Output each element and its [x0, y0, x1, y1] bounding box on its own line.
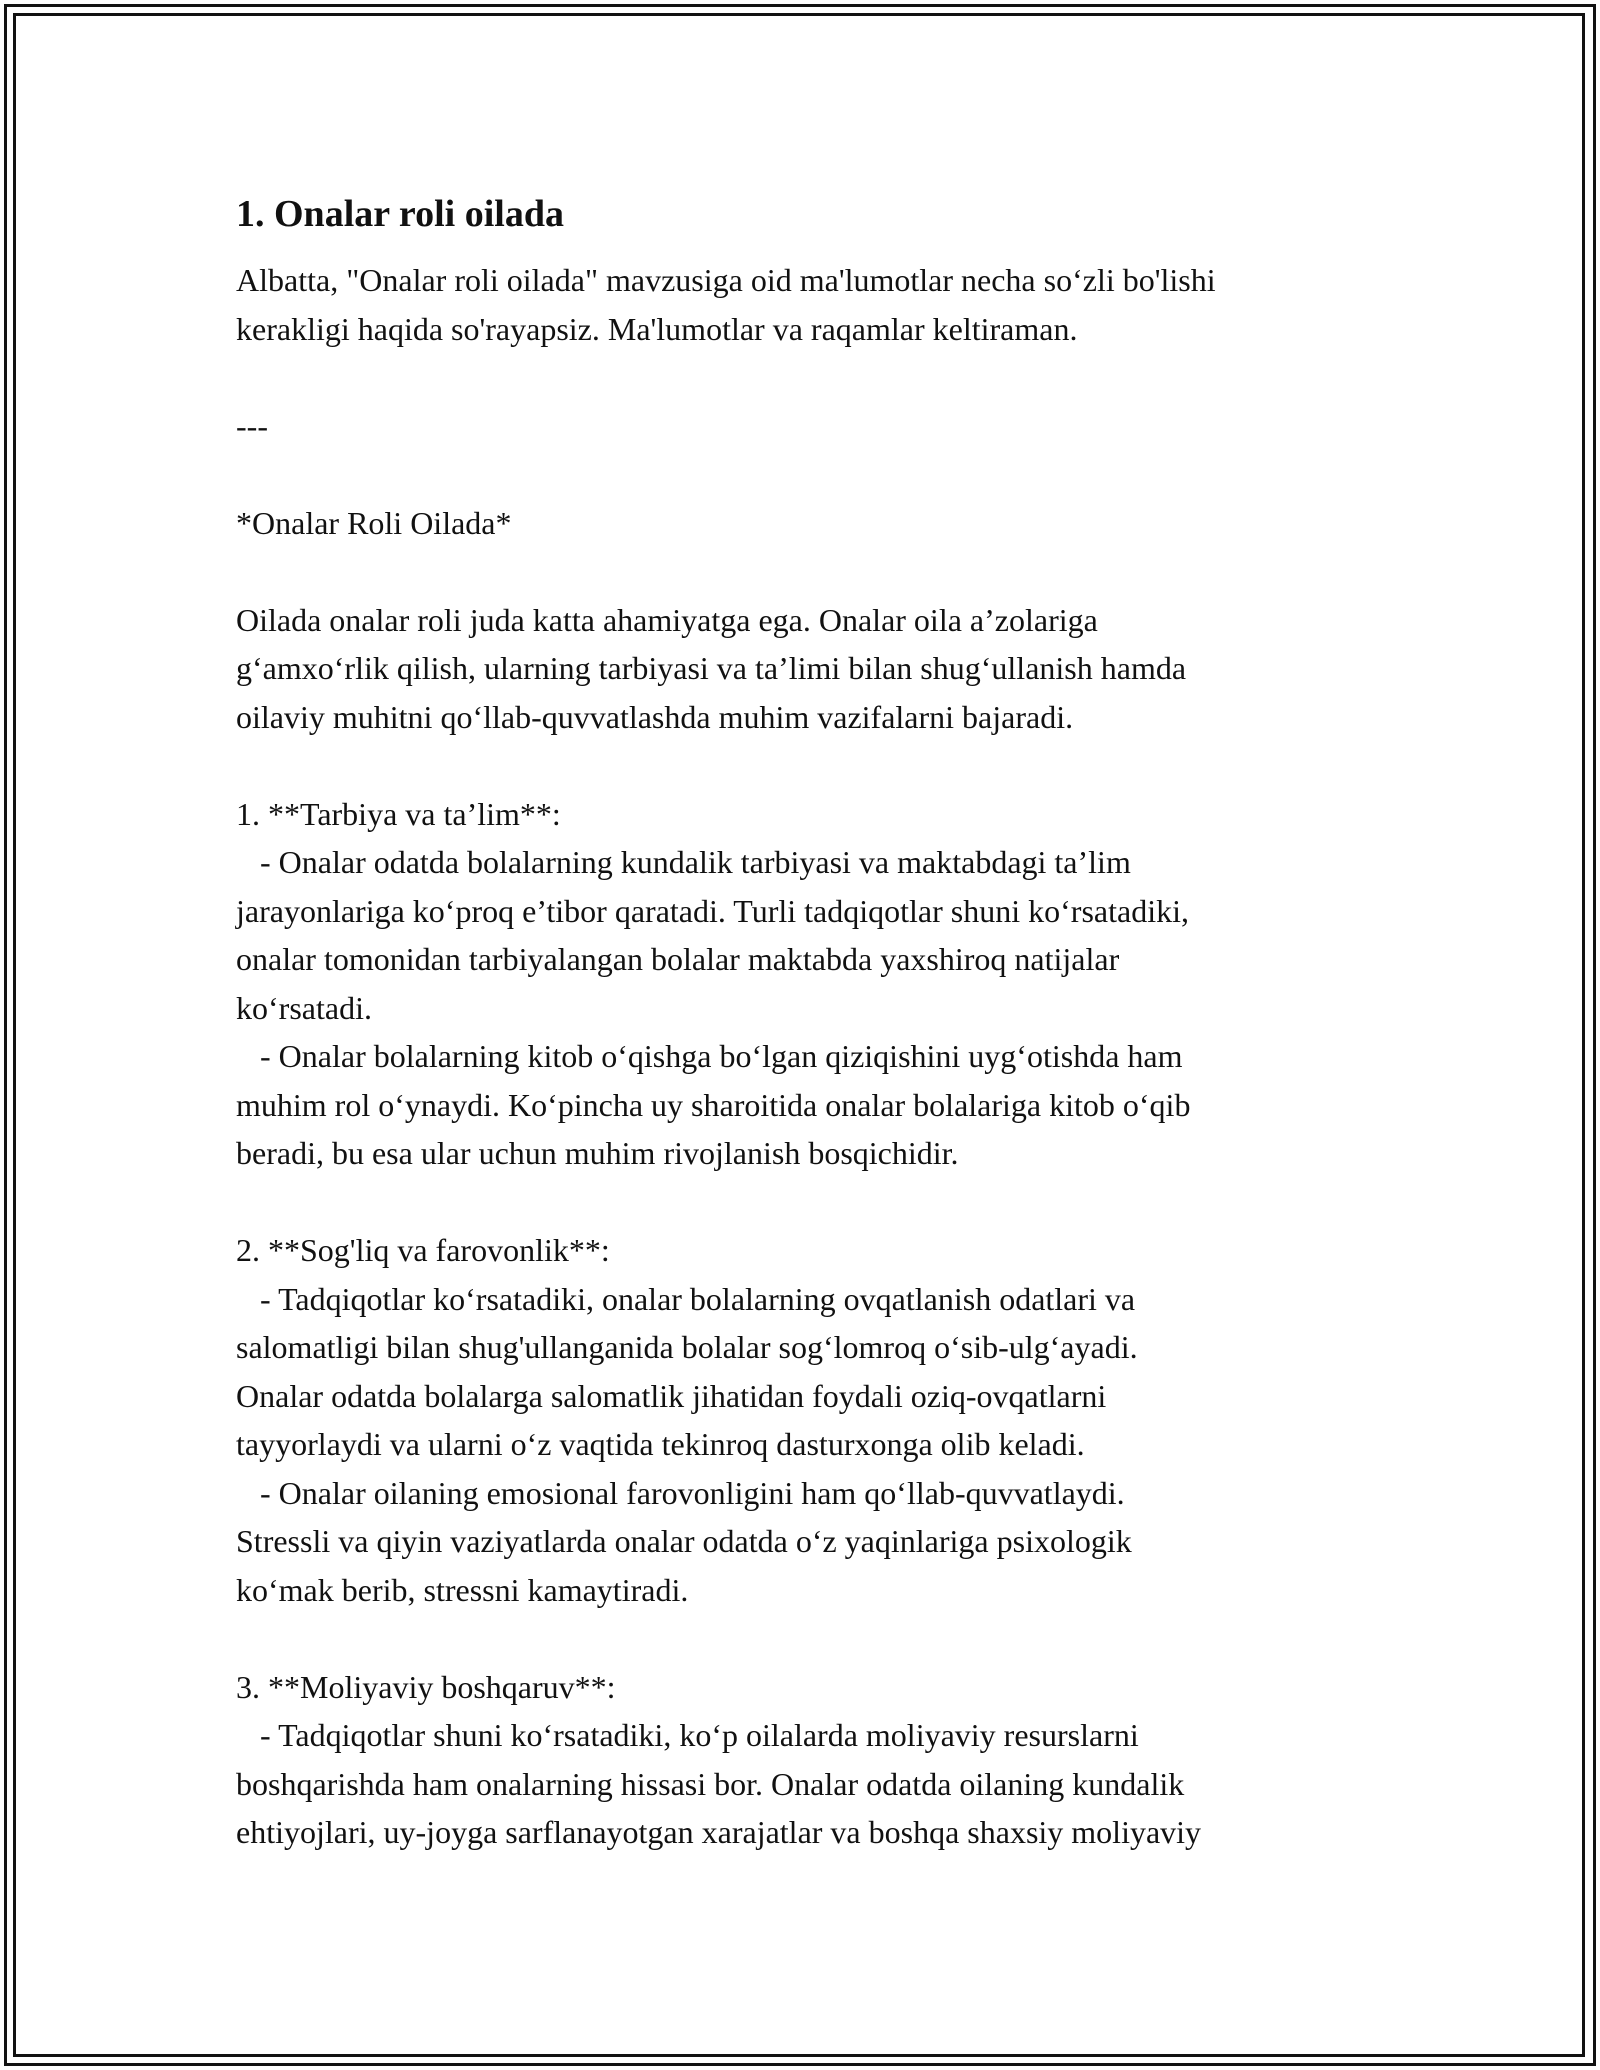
- page-heading: 1. Onalar roli oilada: [236, 193, 564, 235]
- subtitle-line: *Onalar Roli Oilada*: [236, 504, 512, 541]
- spacer: [236, 450, 1386, 499]
- section-sogliq: 2. **Sog'liq va farovonlik**: - Tadqiqotlar ko‘rsatadiki, onalar bolalarning ovqatlanish odatlari va salomatligi bilan shug'ullanganida bolalar sog‘lomroq o‘sib-ulg‘ayadi. Onalar odatda bolalarga salomatlik jihatidan foydali oziq-ovqatlarni tayyorlaydi va ularni o‘z vaqtida tekinroq dasturxonga olib keladi. - Onalar oilaning emosional farovonligini ham qo‘llab-quvvatlaydi. Stressli va qiyin vaziyatlarda onalar odatda o‘z yaqinlariga psixologik ko‘mak berib, stressni kamaytiradi.: [236, 1232, 1138, 1608]
- spacer: [236, 547, 1386, 596]
- spacer: [236, 353, 1386, 402]
- spacer: [236, 1178, 1386, 1227]
- spacer: [236, 1614, 1386, 1663]
- overview-paragraph: Oilada onalar roli juda katta ahamiyatga ega. Onalar oila a’zolariga g‘amxo‘rlik qilish, ularning tarbiyasi va ta’limi bilan shug‘ullanish hamda oilaviy muhitni qo‘llab-quvvatlashda muhim vazifalarni bajaradi.: [236, 601, 1187, 735]
- section-moliyaviy: 3. **Moliyaviy boshqaruv**: - Tadqiqotlar shuni ko‘rsatadiki, ko‘p oilalarda moliyaviy resurslarni boshqarishda ham onalarning hissasi bor. Onalar odatda oilaning kundalik ehtiyojlari, uy-joyga sarflanayotgan xarajatlar va boshqa shaxsiy moliyaviy: [236, 1668, 1202, 1850]
- separator-line: ---: [236, 407, 268, 444]
- document-body: [236, 186, 1386, 1857]
- intro-paragraph: Albatta, "Onalar roli oilada" mavzusiga oid ma'lumotlar necha so‘zli bo'lishi kerakligi haqida so'rayapsiz. Ma'lumotlar va raqamlar keltiraman.: [236, 262, 1216, 347]
- section-tarbiya: 1. **Tarbiya va ta’lim**: - Onalar odatda bolalarning kundalik tarbiyasi va maktabdagi ta’lim jarayonlariga ko‘proq e’tibor qaratadi. Turli tadqiqotlar shuni ko‘rsatadiki, onalar tomonidan tarbiyalangan bolalar maktabda yaxshiroq natijalar ko‘rsatadi. - Onalar bolalarning kitob o‘qishga bo‘lgan qiziqishini uyg‘otishda ham muhim rol o‘ynaydi. Ko‘pincha uy sharoitida onalar bolalariga kitob o‘qib beradi, bu esa ular uchun muhim rivojlanish bosqichidir.: [236, 795, 1191, 1171]
- spacer: [236, 741, 1386, 790]
